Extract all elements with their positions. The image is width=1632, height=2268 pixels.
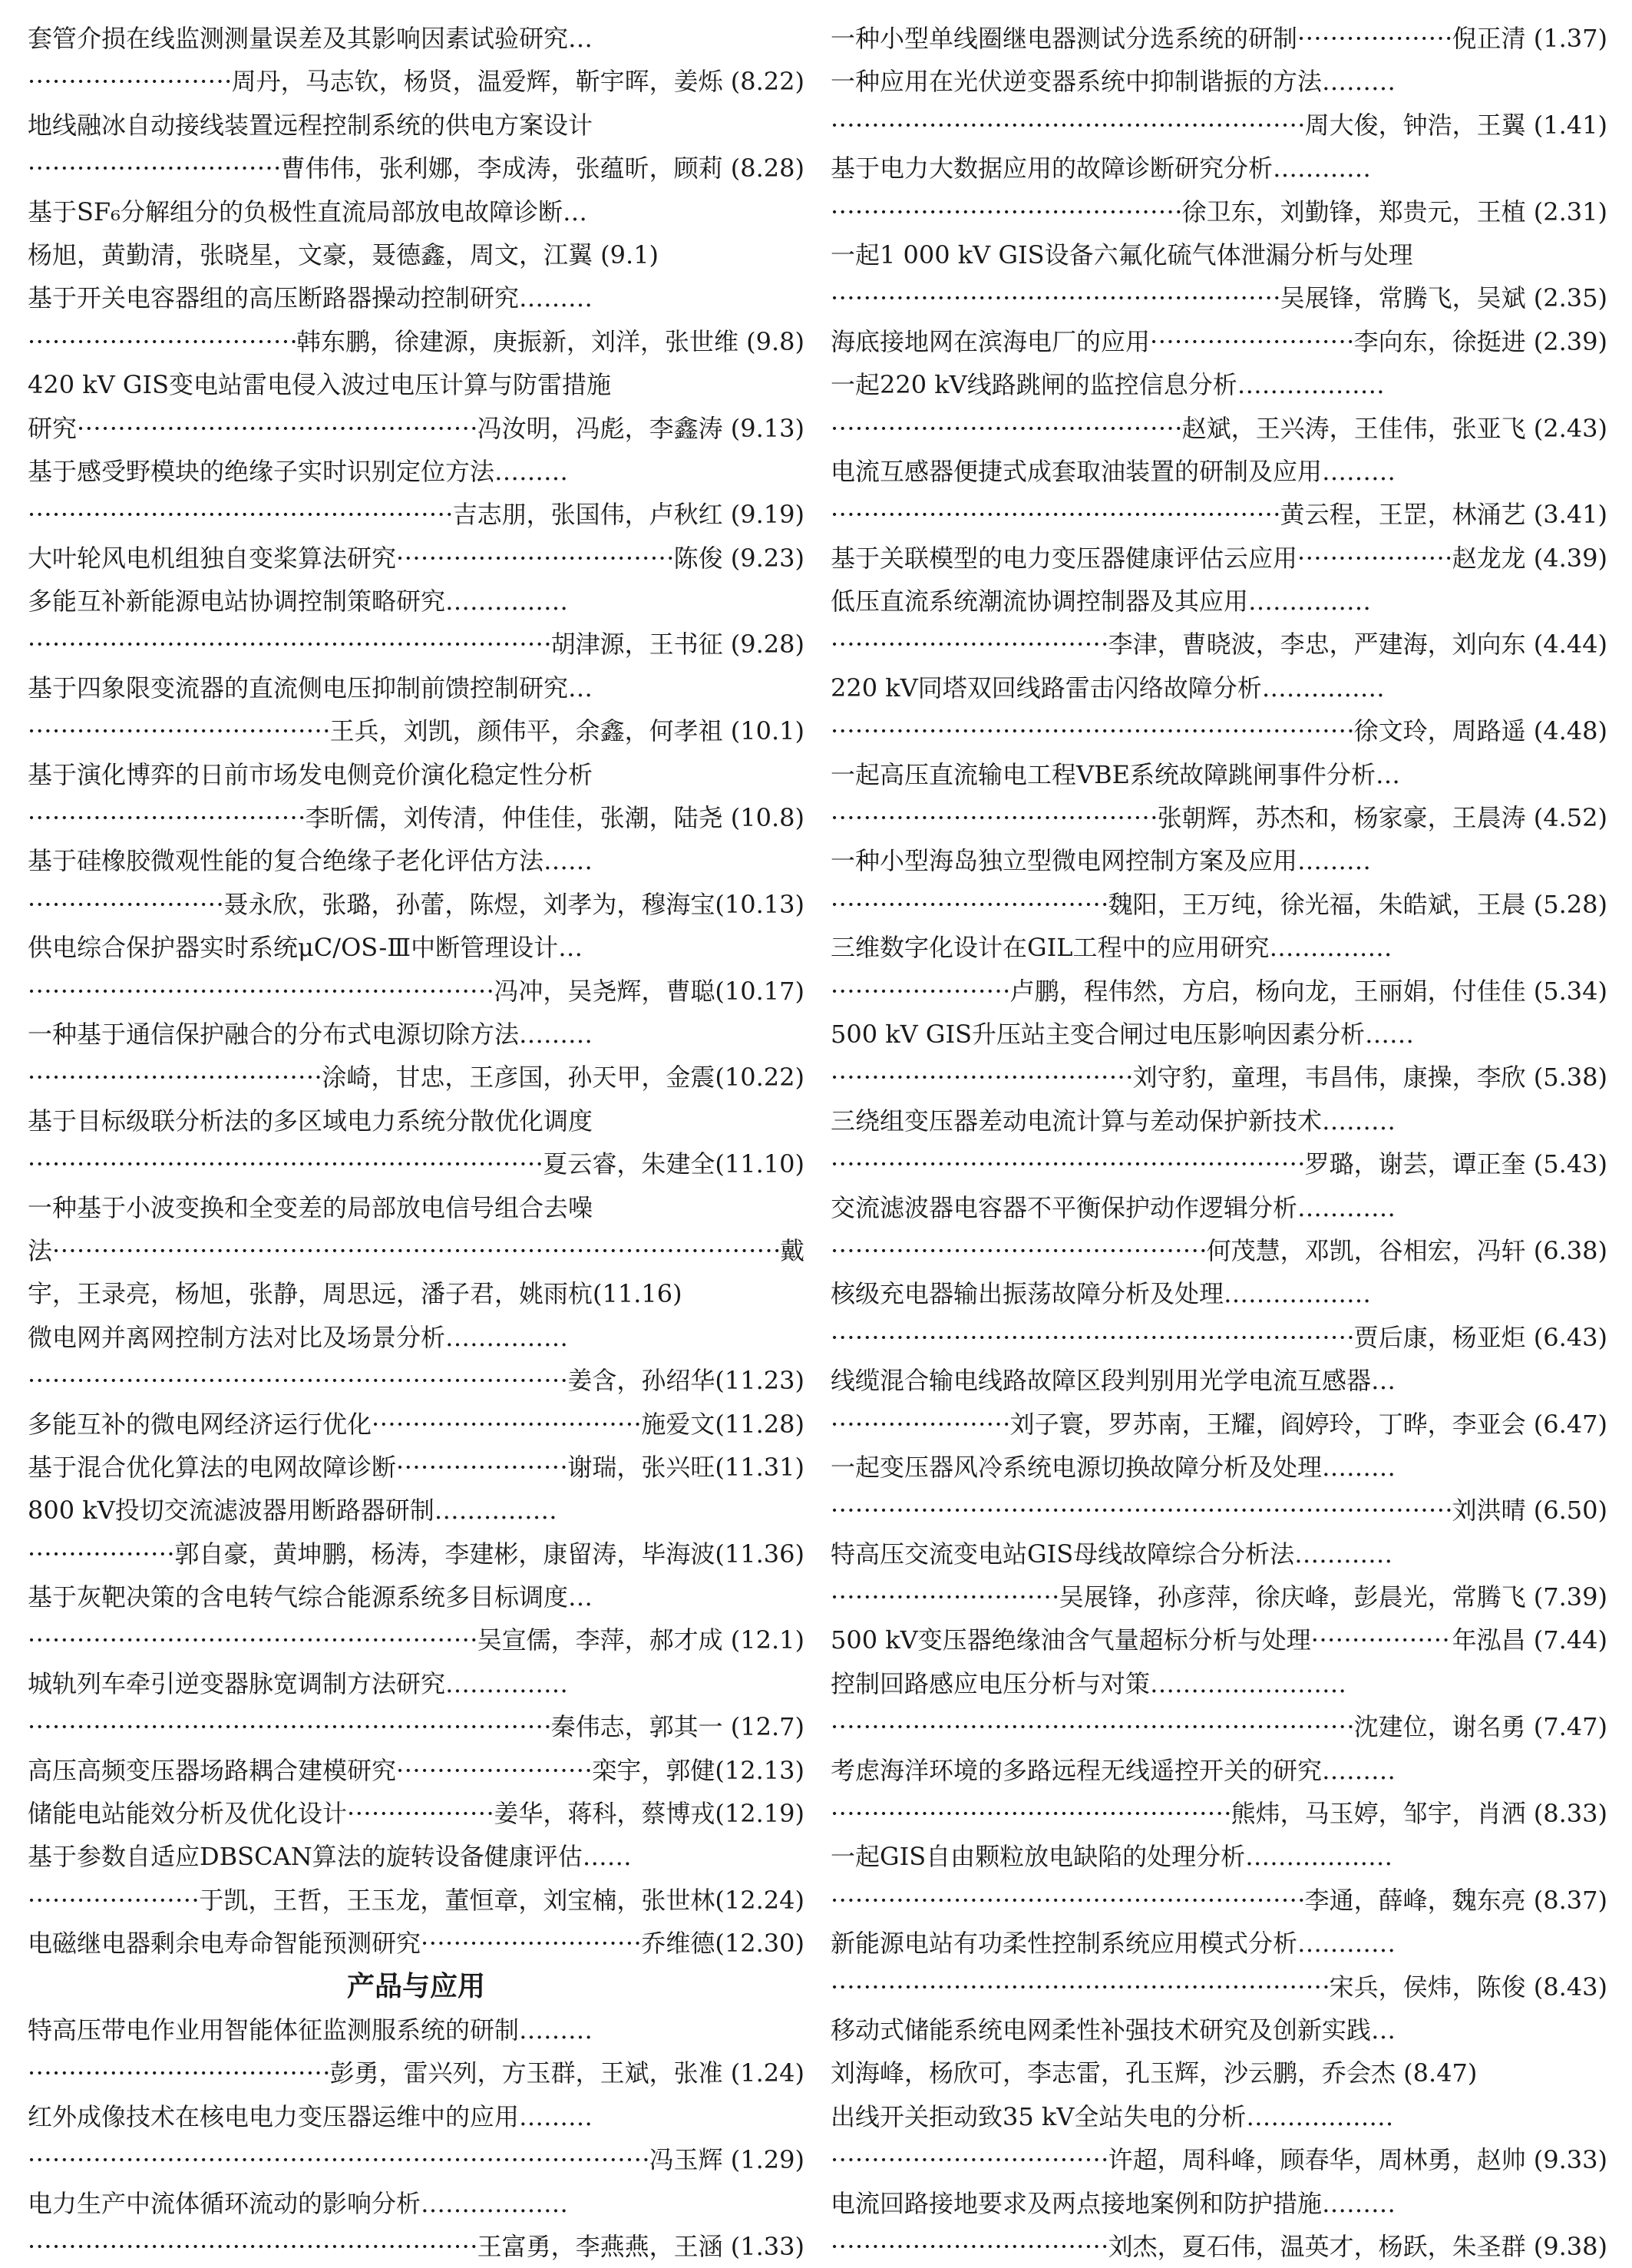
author-line — [28, 1272, 804, 1315]
authors-page-ref: 贾后康，杨亚炬 (6.43) — [1353, 1322, 1607, 1352]
leader-dots — [52, 1229, 780, 1272]
article-title-line — [28, 753, 804, 796]
leader-dots — [831, 1316, 1354, 1359]
authors-page-ref: 刘杰，夏石伟，温英才，杨跃，朱圣群 (9.38) — [1108, 2231, 1607, 2261]
authors-page-ref: 戴 — [779, 1235, 804, 1265]
title-author-line — [831, 320, 1607, 363]
leader-dots — [831, 493, 1280, 536]
line-text: 新能源电站有功柔性控制系统应用模式分析………… — [831, 1929, 1396, 1959]
line-text: 红外成像技术在核电电力变压器运维中的应用……… — [28, 2101, 593, 2131]
author-line — [28, 320, 804, 363]
authors-page-ref: 周丹，马志钦，杨贤，温爱辉，靳宇晖，姜烁 (8.22) — [231, 67, 804, 97]
author-line — [831, 796, 1607, 839]
author-line — [831, 1965, 1607, 2008]
article-title-line — [831, 1186, 1607, 1229]
leader-dots — [28, 2051, 330, 2094]
article-title: 高压高频变压器场路耦合建模研究 — [28, 1755, 397, 1785]
author-line — [28, 970, 804, 1013]
leader-dots — [831, 1792, 1231, 1835]
line-text: 基于开关电容器组的高压断路器操动控制研究……… — [28, 283, 593, 313]
line-text: 核级充电器输出振荡故障分析及处理……………… — [831, 1279, 1372, 1309]
author-line — [831, 1705, 1607, 1748]
author-line — [831, 1142, 1607, 1185]
author-line — [831, 970, 1607, 1013]
author-line — [831, 190, 1607, 233]
author-line — [28, 1056, 804, 1099]
authors-page-ref: 卢鹏，程伟然，方启，杨向龙，王丽娟，付佳佳 (5.34) — [1009, 976, 1607, 1006]
title-author-line — [28, 537, 804, 580]
article-title-line — [28, 1662, 804, 1705]
article-title-line — [831, 1013, 1607, 1056]
article-title-line — [831, 839, 1607, 882]
line-text: 供电综合保护器实时系统μC/OS-Ⅲ中断管理设计… — [28, 933, 583, 963]
authors-page-ref: 刘子寰，罗苏南，王耀，阎婷玲，丁晔，李亚会 (6.47) — [1009, 1409, 1607, 1439]
article-title-line — [831, 1099, 1607, 1142]
article-title-line — [831, 1749, 1607, 1792]
line-text: 套管介损在线监测测量误差及其影响因素试验研究… — [28, 24, 593, 53]
title-author-line — [831, 537, 1607, 580]
article-title-line — [831, 363, 1607, 406]
title-author-line — [28, 1749, 804, 1792]
authors-page-ref: 谢瑞，张兴旺(11.31) — [567, 1452, 804, 1482]
line-text: 基于目标级联分析法的多区域电力系统分散优化调度 — [28, 1106, 593, 1136]
line-text: 一种小型海岛独立型微电网控制方案及应用……… — [831, 846, 1372, 876]
leader-dots — [28, 623, 551, 666]
line-text: 基于SF₆分解组分的负极性直流局部放电故障诊断… — [28, 197, 587, 226]
author-line — [831, 276, 1607, 319]
leader-dots — [347, 1792, 494, 1835]
line-text: 特高压带电作业用智能体征监测服系统的研制……… — [28, 2015, 593, 2045]
authors-page-ref: 黄云程，王罡，林涌艺 (3.41) — [1280, 500, 1607, 530]
article-title-line — [28, 839, 804, 882]
authors-page-ref: 吴宣儒，李萍，郝才成 (12.1) — [477, 1625, 804, 1655]
author-line — [831, 1316, 1607, 1359]
article-title-line — [831, 666, 1607, 709]
authors-page-ref: 施爱文(11.28) — [641, 1409, 804, 1439]
author-line — [28, 1532, 804, 1575]
article-title-line — [831, 2008, 1607, 2051]
authors-page-ref: 许超，周科峰，顾春华，周林勇，赵帅 (9.33) — [1108, 2145, 1607, 2175]
line-text: 一种应用在光伏逆变器系统中抑制谐振的方法……… — [831, 67, 1396, 97]
leader-dots — [831, 1965, 1330, 2008]
index-page — [28, 17, 1607, 2261]
author-line — [28, 1618, 804, 1661]
line-text: 基于电力大数据应用的故障诊断研究分析………… — [831, 154, 1372, 183]
line-text: 基于感受野模块的绝缘子实时识别定位方法……… — [28, 456, 569, 486]
authors-page-ref: 聂永欣，张璐，孙蕾，陈煜，刘孝为，穆海宝(10.13) — [223, 889, 804, 919]
author-line — [28, 1142, 804, 1185]
line-text: 一起变压器风冷系统电源切换故障分析及处理……… — [831, 1452, 1396, 1482]
title-author-line — [28, 1922, 804, 1965]
line-text: 控制回路感应电压分析与对策…………………… — [831, 1668, 1347, 1698]
authors-page-ref: 李津，曹晓波，李忠，严建海，刘向东 (4.44) — [1108, 630, 1607, 660]
author-line — [831, 1792, 1607, 1835]
authors-page-ref: 王兵，刘凯，颜伟平，余鑫，何孝祖 (10.1) — [329, 716, 804, 746]
author-line — [28, 796, 804, 839]
author-line — [831, 2051, 1607, 2094]
leader-dots — [831, 709, 1354, 752]
line-text: 宇，王录亮，杨旭，张静，周思远，潘子君，姚雨杭(11.16) — [28, 1279, 682, 1309]
authors-page-ref: 吉志朋，张国伟，卢秋红 (9.19) — [452, 500, 804, 530]
article-title: 海底接地网在滨海电厂的应用 — [831, 326, 1151, 356]
authors-page-ref: 韩东鹏，徐建源，庚振新，刘洋，张世维 (9.8) — [296, 326, 804, 356]
author-line — [28, 2051, 804, 2094]
article-title: 基于关联模型的电力变压器健康评估云应用 — [831, 543, 1298, 573]
leader-dots — [28, 1056, 322, 1099]
leader-dots — [372, 1403, 641, 1446]
article-title-line — [831, 2182, 1607, 2225]
line-text: 电力生产中流体循环流动的影响分析……………… — [28, 2188, 569, 2218]
line-text: 420 kV GIS变电站雷电侵入波过电压计算与防雷措施 — [28, 370, 612, 400]
article-title: 研究 — [28, 413, 78, 443]
line-text: 杨旭，黄勤清，张晓星，文豪，聂德鑫，周文，江翼 (9.1) — [28, 240, 659, 269]
leader-dots — [1297, 17, 1452, 60]
line-text: 微电网并离网控制方法对比及场景分析…………… — [28, 1322, 569, 1352]
author-line — [28, 493, 804, 536]
authors-page-ref: 郭自豪，黄坤鹏，杨涛，李建彬，康留涛，毕海波(11.36) — [174, 1539, 804, 1569]
line-text: 三维数字化设计在GIL工程中的应用研究…………… — [831, 933, 1392, 963]
author-line — [831, 1489, 1607, 1532]
authors-page-ref: 秦伟志，郭其一 (12.7) — [550, 1712, 804, 1742]
leader-dots — [28, 1618, 477, 1661]
authors-page-ref: 何茂慧，邓凯，谷相宏，冯轩 (6.38) — [1206, 1235, 1607, 1265]
line-text: 移动式储能系统电网柔性补强技术研究及创新实践… — [831, 2015, 1396, 2045]
leader-dots — [396, 537, 674, 580]
leader-dots — [831, 1142, 1305, 1185]
leader-dots — [77, 407, 477, 450]
article-title-line — [28, 926, 804, 969]
authors-page-ref: 李向东，徐挺进 (2.39) — [1353, 326, 1607, 356]
leader-dots — [831, 1229, 1207, 1272]
line-text: 一起220 kV线路跳闸的监控信息分析……………… — [831, 370, 1385, 400]
authors-page-ref: 涂崎，甘忠，王彦国，孙天甲，金震(10.22) — [322, 1063, 804, 1093]
author-line — [831, 2225, 1607, 2268]
title-author-line — [831, 1618, 1607, 1661]
line-text: 基于灰靶决策的含电转气综合能源系统多目标调度… — [28, 1582, 593, 1612]
authors-page-ref: 宋兵，侯炜，陈俊 (8.43) — [1329, 1972, 1607, 2002]
article-title-line — [28, 666, 804, 709]
article-title-line — [831, 147, 1607, 190]
authors-page-ref: 李昕儒，刘传清，仲佳佳，张潮，陆尧 (10.8) — [305, 803, 804, 833]
title-author-line — [28, 1403, 804, 1446]
article-title: 电磁继电器剩余电寿命智能预测研究 — [28, 1929, 421, 1959]
author-line — [28, 147, 804, 190]
article-title: 储能电站能效分析及优化设计 — [28, 1799, 348, 1829]
leader-dots — [831, 970, 1010, 1013]
leader-dots — [28, 1359, 567, 1402]
leader-dots — [28, 60, 232, 103]
leader-dots — [1297, 537, 1452, 580]
line-text: 地线融冰自动接线装置远程控制系统的供电方案设计 — [28, 110, 593, 140]
author-line — [831, 2138, 1607, 2181]
authors-page-ref: 熊炜，马玉婷，邹宇，肖洒 (8.33) — [1231, 1799, 1607, 1829]
section-heading: 产品与应用 — [346, 1970, 485, 2002]
line-text: 800 kV投切交流滤波器用断路器研制…………… — [28, 1496, 557, 1526]
article-title-line — [831, 450, 1607, 493]
leader-dots — [28, 493, 453, 536]
leader-dots — [28, 1142, 543, 1185]
authors-page-ref: 吴展锋，孙彦萍，徐庆峰，彭晨光，常腾飞 (7.39) — [1059, 1582, 1607, 1612]
title-author-line — [28, 407, 804, 450]
leader-dots — [28, 147, 281, 190]
line-text: 一起1 000 kV GIS设备六氟化硫气体泄漏分析与处理 — [831, 240, 1413, 269]
author-line — [28, 1705, 804, 1748]
title-author-line — [831, 17, 1607, 60]
article-title-line — [831, 1662, 1607, 1705]
author-line — [831, 883, 1607, 926]
authors-page-ref: 冯冲，吴尧辉，曹聪(10.17) — [494, 976, 804, 1006]
authors-page-ref: 罗璐，谢芸，谭正奎 (5.43) — [1304, 1149, 1607, 1179]
leader-dots — [831, 623, 1108, 666]
leader-dots — [396, 1749, 592, 1792]
line-text: 一起GIS自由颗粒放电缺陷的处理分析……………… — [831, 1842, 1393, 1872]
author-line — [28, 623, 804, 666]
line-text: 低压直流系统潮流协调控制器及其应用…………… — [831, 587, 1372, 617]
author-line — [831, 493, 1607, 536]
authors-page-ref: 刘守豹，童理，韦昌伟，康操，李欣 (5.38) — [1132, 1063, 1607, 1093]
authors-page-ref: 曹伟伟，张利娜，李成涛，张蕴昕，顾莉 (8.28) — [280, 154, 804, 183]
line-text: 交流滤波器电容器不平衡保护动作逻辑分析………… — [831, 1192, 1396, 1222]
leader-dots — [831, 883, 1108, 926]
author-line — [831, 1403, 1607, 1446]
line-text: 刘海峰，杨欣可，李志雷，孔玉辉，沙云鹏，乔会杰 (8.47) — [831, 2058, 1478, 2088]
authors-page-ref: 于凯，王哲，王玉龙，董恒章，刘宝楠，张世林(12.24) — [199, 1885, 804, 1915]
line-text: 一起高压直流输电工程VBE系统故障跳闸事件分析… — [831, 759, 1400, 789]
author-line — [28, 2225, 804, 2268]
authors-page-ref: 赵斌，王兴涛，王佳伟，张亚飞 (2.43) — [1181, 413, 1607, 443]
title-author-line — [28, 1446, 804, 1489]
authors-page-ref: 徐文玲，周路遥 (4.48) — [1353, 716, 1607, 746]
article-title-line — [28, 363, 804, 406]
article-title-line — [831, 2095, 1607, 2138]
article-title-line — [28, 1099, 804, 1142]
leader-dots — [28, 320, 296, 363]
leader-dots — [28, 796, 306, 839]
authors-page-ref: 赵龙龙 (4.39) — [1452, 543, 1607, 573]
line-text: 基于硅橡胶微观性能的复合绝缘子老化评估方法…… — [28, 846, 593, 876]
title-author-line — [28, 1792, 804, 1835]
article-title-line — [831, 1272, 1607, 1315]
leader-dots — [831, 1575, 1059, 1618]
author-line — [28, 2138, 804, 2181]
article-title: 法 — [28, 1235, 53, 1265]
leader-dots — [28, 1879, 199, 1922]
authors-page-ref: 张朝辉，苏杰和，杨家豪，王晨涛 (4.52) — [1157, 803, 1607, 833]
article-title-line — [28, 190, 804, 233]
authors-page-ref: 姜含，孙绍华(11.23) — [567, 1366, 804, 1396]
leader-dots — [831, 2138, 1108, 2181]
leader-dots — [831, 407, 1182, 450]
article-title-line — [831, 1835, 1607, 1878]
line-text: 线缆混合输电线路故障区段判别用光学电流互感器… — [831, 1366, 1396, 1396]
authors-page-ref: 陈俊 (9.23) — [673, 543, 804, 573]
line-text: 基于演化博弈的日前市场发电侧竞价演化稳定性分析 — [28, 759, 593, 789]
leader-dots — [28, 883, 223, 926]
title-author-line — [28, 1229, 804, 1272]
line-text: 基于四象限变流器的直流侧电压抑制前馈控制研究… — [28, 673, 593, 703]
leader-dots — [28, 709, 330, 752]
line-text: 220 kV同塔双回线路雷击闪络故障分析…………… — [831, 673, 1385, 703]
authors-page-ref: 彭勇，雷兴列，方玉群，王斌，张准 (1.24) — [329, 2058, 804, 2088]
line-text: 电流回路接地要求及两点接地案例和防护措施……… — [831, 2188, 1396, 2218]
leader-dots — [1311, 1618, 1452, 1661]
article-title-line — [831, 1922, 1607, 1965]
line-text: 500 kV GIS升压站主变合闸过电压影响因素分析…… — [831, 1019, 1415, 1049]
article-title-line — [831, 753, 1607, 796]
author-line — [831, 1229, 1607, 1272]
article-title: 基于混合优化算法的电网故障诊断 — [28, 1452, 397, 1482]
leader-dots — [28, 2225, 477, 2268]
article-title-line — [28, 1013, 804, 1056]
right-column — [831, 17, 1607, 2261]
line-text: 考虑海洋环境的多路远程无线遥控开关的研究……… — [831, 1755, 1396, 1785]
article-title-line — [28, 104, 804, 147]
left-column — [28, 17, 804, 2261]
authors-page-ref: 冯汝明，冯彪，李鑫涛 (9.13) — [477, 413, 804, 443]
leader-dots — [28, 970, 494, 1013]
article-title-line — [28, 1316, 804, 1359]
leader-dots — [831, 190, 1182, 233]
article-title-line — [28, 580, 804, 623]
author-line — [831, 1879, 1607, 1922]
leader-dots — [831, 1056, 1133, 1099]
line-text: 一种基于通信保护融合的分布式电源切除方法……… — [28, 1019, 593, 1049]
line-text: 三绕组变压器差动电流计算与差动保护新技术……… — [831, 1106, 1396, 1136]
authors-page-ref: 乔维德(12.30) — [641, 1929, 804, 1959]
authors-page-ref: 冯玉辉 (1.29) — [649, 2145, 804, 2175]
authors-page-ref: 倪正清 (1.37) — [1452, 24, 1607, 53]
article-title-line — [831, 233, 1607, 276]
authors-page-ref: 吴展锋，常腾飞，吴斌 (2.35) — [1280, 283, 1607, 313]
leader-dots — [831, 276, 1280, 319]
authors-page-ref: 王富勇，李燕燕，王涵 (1.33) — [477, 2231, 804, 2261]
author-line — [28, 60, 804, 103]
author-line — [831, 407, 1607, 450]
leader-dots — [831, 1489, 1452, 1532]
authors-page-ref: 魏阳，王万纯，徐光福，朱皓斌，王晨 (5.28) — [1108, 889, 1607, 919]
leader-dots — [28, 2138, 649, 2181]
line-text: 多能互补新能源电站协调控制策略研究…………… — [28, 587, 569, 617]
article-title: 一种小型单线圈继电器测试分选系统的研制 — [831, 24, 1298, 53]
article-title-line — [28, 17, 804, 60]
author-line — [831, 1575, 1607, 1618]
authors-page-ref: 刘洪晴 (6.50) — [1452, 1496, 1607, 1526]
line-text: 特高压交流变电站GIS母线故障综合分析法………… — [831, 1539, 1393, 1569]
article-title-line — [28, 2095, 804, 2138]
author-line — [28, 709, 804, 752]
article-title-line — [831, 926, 1607, 969]
author-line — [831, 623, 1607, 666]
author-line — [28, 883, 804, 926]
authors-page-ref: 夏云睿，朱建全(11.10) — [543, 1149, 804, 1179]
article-title-line — [28, 450, 804, 493]
authors-page-ref: 年泓昌 (7.44) — [1452, 1625, 1607, 1655]
line-text: 电流互感器便捷式成套取油装置的研制及应用……… — [831, 456, 1396, 486]
article-title-line — [28, 2182, 804, 2225]
authors-page-ref: 姜华，蒋科，蔡博戎(12.19) — [494, 1799, 804, 1829]
article-title: 多能互补的微电网经济运行优化 — [28, 1409, 372, 1439]
authors-page-ref: 周大俊，钟浩，王翼 (1.41) — [1304, 110, 1607, 140]
article-title-line — [831, 1532, 1607, 1575]
article-title-line — [831, 1359, 1607, 1402]
line-text: 城轨列车牵引逆变器脉宽调制方法研究…………… — [28, 1668, 569, 1698]
author-line — [28, 1879, 804, 1922]
author-line — [831, 104, 1607, 147]
authors-page-ref: 栾宇，郭健(12.13) — [592, 1755, 804, 1785]
leader-dots — [396, 1446, 567, 1489]
leader-dots — [831, 1879, 1305, 1922]
line-text: 一种基于小波变换和全变差的局部放电信号组合去噪 — [28, 1192, 593, 1222]
article-title-line — [831, 60, 1607, 103]
article-title: 大叶轮风电机组独自变桨算法研究 — [28, 543, 397, 573]
article-title-line — [28, 1575, 804, 1618]
article-title-line — [28, 276, 804, 319]
authors-page-ref: 李通，薛峰，魏东亮 (8.37) — [1304, 1885, 1607, 1915]
author-line — [831, 709, 1607, 752]
leader-dots — [831, 1403, 1010, 1446]
leader-dots — [28, 1532, 174, 1575]
article-title: 500 kV变压器绝缘油含气量超标分析与处理 — [831, 1625, 1311, 1655]
article-title-line — [28, 1186, 804, 1229]
article-title-line — [831, 1446, 1607, 1489]
article-title-line — [28, 1489, 804, 1532]
line-text: 基于参数自适应DBSCAN算法的旋转设备健康评估…… — [28, 1842, 632, 1872]
article-title-line — [28, 1835, 804, 1878]
author-line — [28, 233, 804, 276]
article-title-line — [831, 580, 1607, 623]
author-line — [831, 1056, 1607, 1099]
authors-page-ref: 徐卫东，刘勤锋，郑贵元，王植 (2.31) — [1181, 197, 1607, 226]
authors-page-ref: 沈建位，谢名勇 (7.47) — [1353, 1712, 1607, 1742]
leader-dots — [28, 1705, 551, 1748]
author-line — [28, 1359, 804, 1402]
article-title-line — [28, 2008, 804, 2051]
leader-dots — [831, 2225, 1108, 2268]
authors-page-ref: 胡津源，王书征 (9.28) — [550, 630, 804, 660]
line-text: 出线开关拒动致35 kV全站失电的分析……………… — [831, 2101, 1394, 2131]
leader-dots — [831, 1705, 1354, 1748]
leader-dots — [1150, 320, 1354, 363]
leader-dots — [831, 104, 1305, 147]
leader-dots — [831, 796, 1158, 839]
leader-dots — [421, 1922, 641, 1965]
